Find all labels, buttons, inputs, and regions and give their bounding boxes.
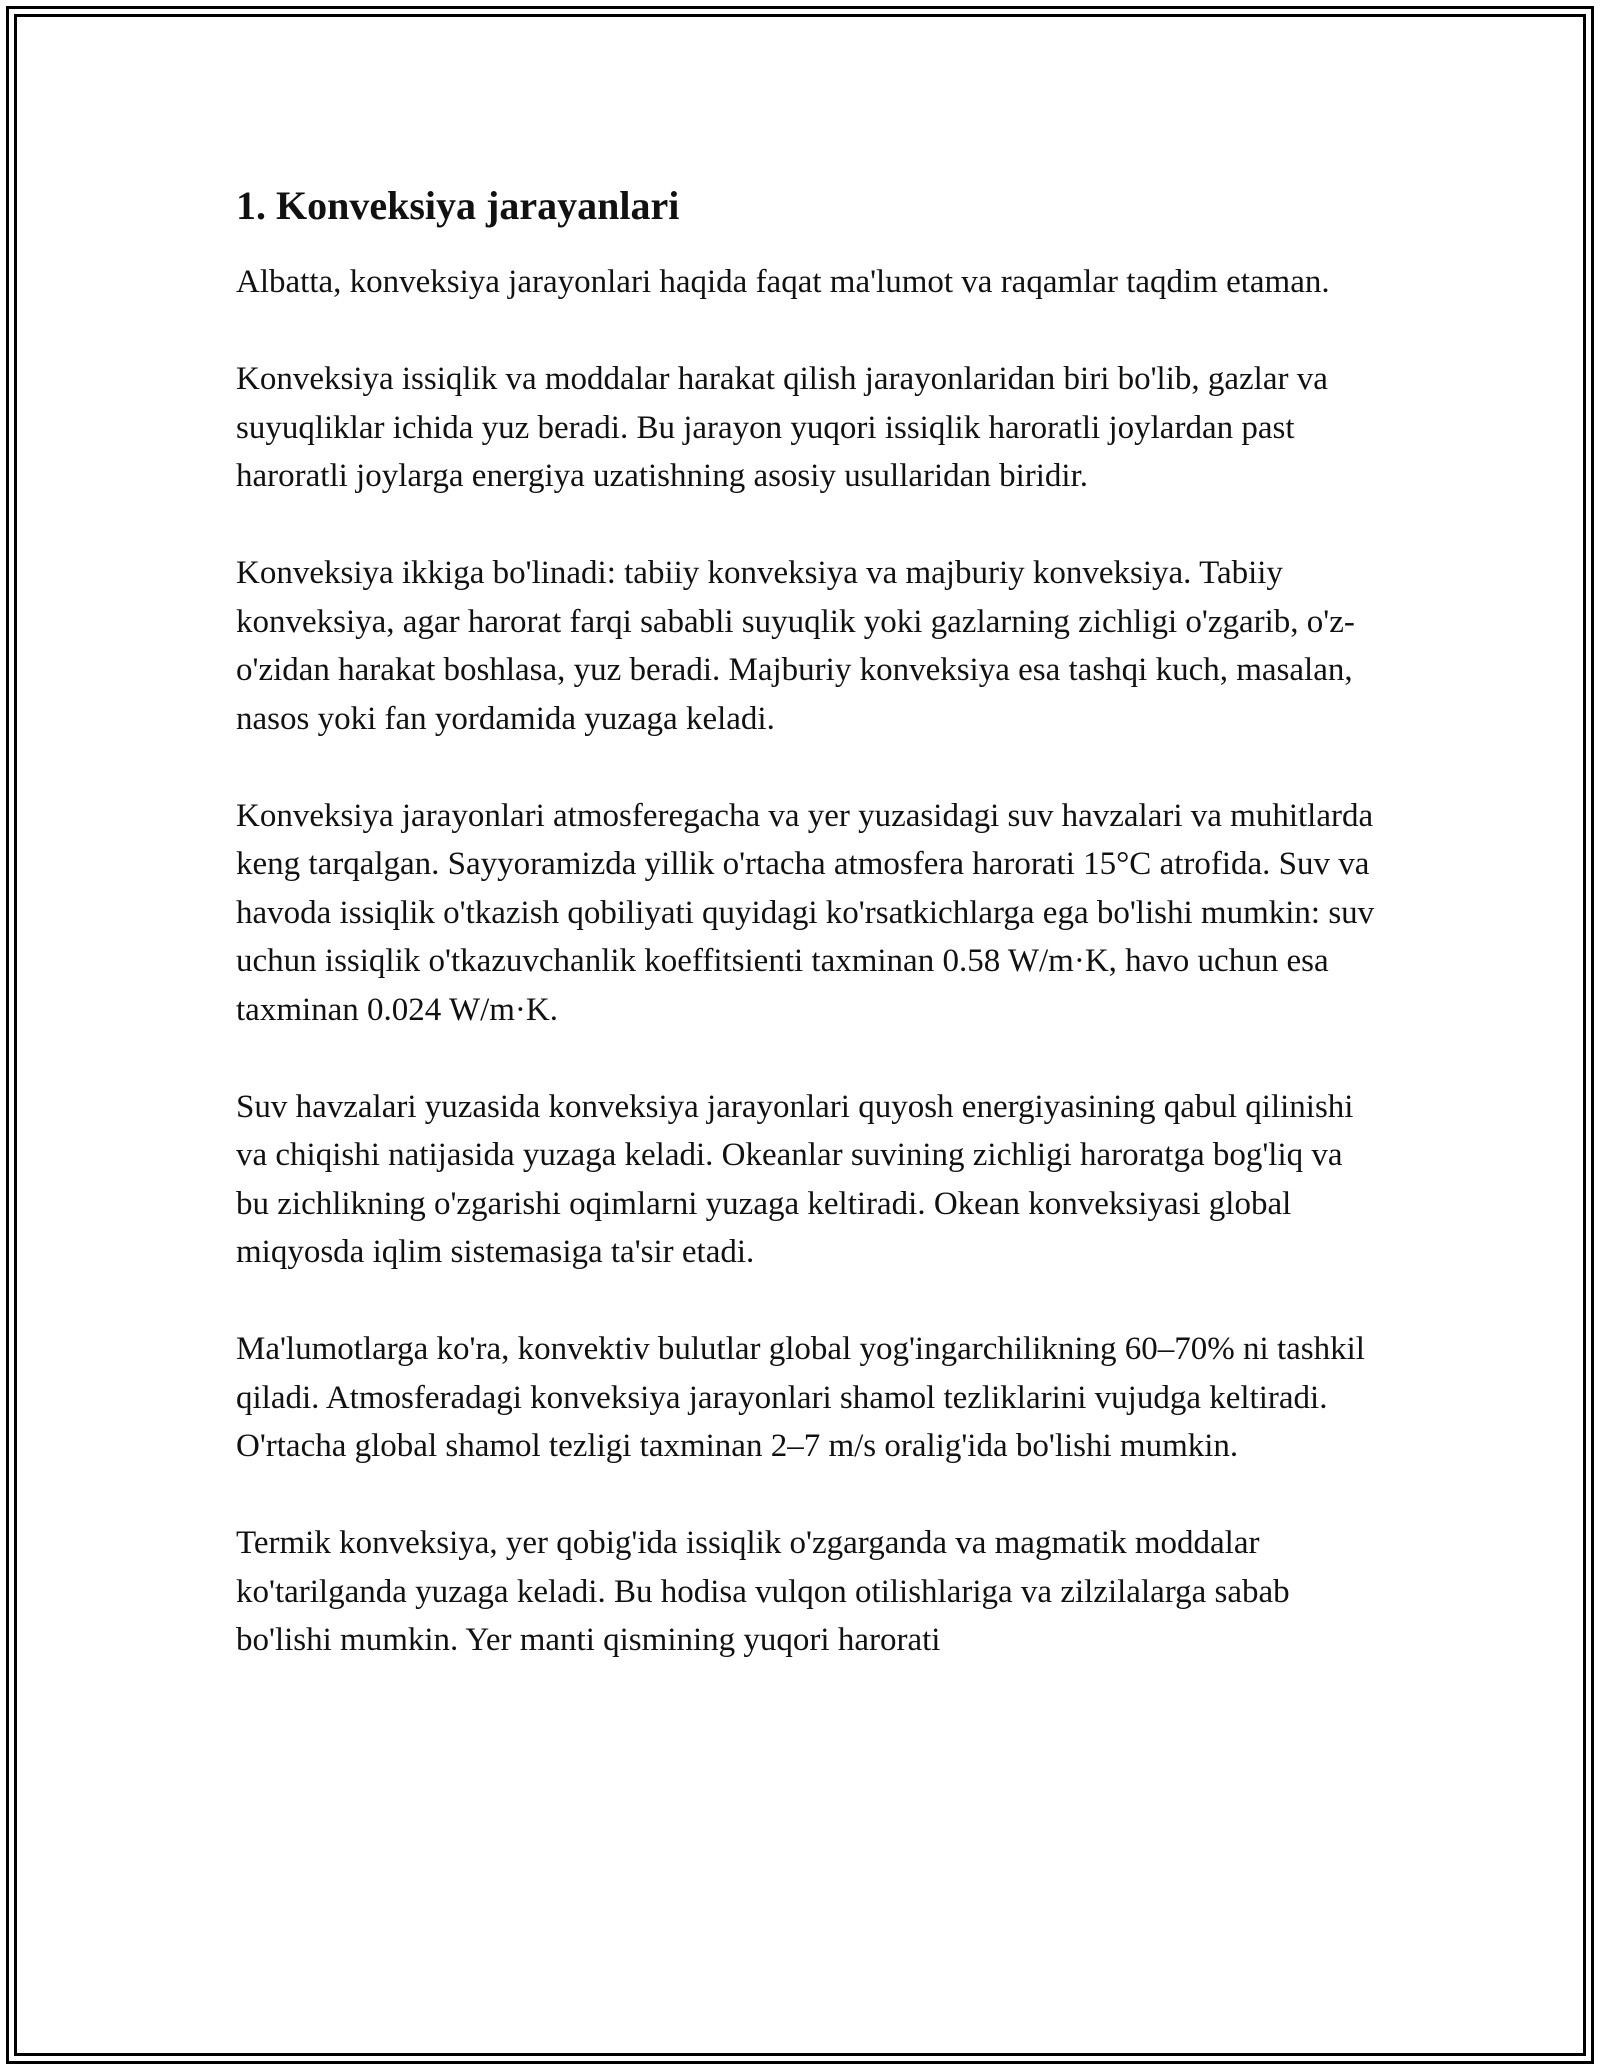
section-title: 1. Konveksiya jarayanlari (236, 183, 680, 228)
paragraph-thermal: Termik konveksiya, yer qobig'ida issiqlik o'zgarganda va magmatik moddalar ko'tarilganda yuzaga keladi. Bu hodisa vulqon otilishlariga va zilzilalarga sabab bo'lishi mumkin. Yer manti qismining yuqori harorati (236, 1525, 1290, 1658)
paragraph-clouds-wind: Ma'lumotlarga ko'ra, konvektiv bulutlar global yog'ingarchilikning 60–70% ni tashkil qiladi. Atmosferadagi konveksiya jarayonlari shamol tezliklarini vujudga keltiradi. O'rtacha global shamol tezligi taxminan 2–7 m/s oralig'ida bo'lishi mumkin. (236, 1331, 1365, 1464)
paragraph-atmosphere: Konveksiya jarayonlari atmosferegacha va yer yuzasidagi suv havzalari va muhitlarda keng tarqalgan. Sayyoramizda yillik o'rtacha atmosfera harorati 15°C atrofida. Suv va havoda issiqlik o'tkazish qobiliyati quyidagi ko'rsatkichlarga ega bo'lishi mumkin: suv uchun issiqlik o'tkazuvchanlik koeffitsienti taxminan 0.58 W/m·K, havo uchun esa taxminan 0.024 W/m·K. (236, 797, 1375, 1028)
paragraph-intro: Albatta, konveksiya jarayonlari haqida faqat ma'lumot va raqamlar taqdim etaman. (236, 264, 1330, 300)
paragraph-definition: Konveksiya issiqlik va moddalar harakat qilish jarayonlaridan biri bo'lib, gazlar va suyuqliklar ichida yuz beradi. Bu jarayon yuqori issiqlik haroratli joylardan past haroratli joylarga energiya uzatishning asosiy usullaridan biridir. (236, 361, 1328, 494)
document-body (236, 180, 1376, 1713)
paragraph-water-bodies: Suv havzalari yuzasida konveksiya jarayonlari quyosh energiyasining qabul qilinishi va chiqishi natijasida yuzaga keladi. Okeanlar suvining zichligi haroratga bog'liq va bu zichlikning o'zgarishi oqimlarni yuzaga keltiradi. Okean konveksiyasi global miqyosda iqlim sistemasiga ta'sir etadi. (236, 1088, 1354, 1270)
paragraph-types: Konveksiya ikkiga bo'linadi: tabiiy konveksiya va majburiy konveksiya. Tabiiy konveksiya, agar harorat farqi sababli suyuqlik yoki gazlarning zichligi o'zgarib, o'z-o'zidan harakat boshlasa, yuz beradi. Majburiy konveksiya esa tashqi kuch, masalan, nasos yoki fan yordamida yuzaga keladi. (236, 555, 1355, 737)
